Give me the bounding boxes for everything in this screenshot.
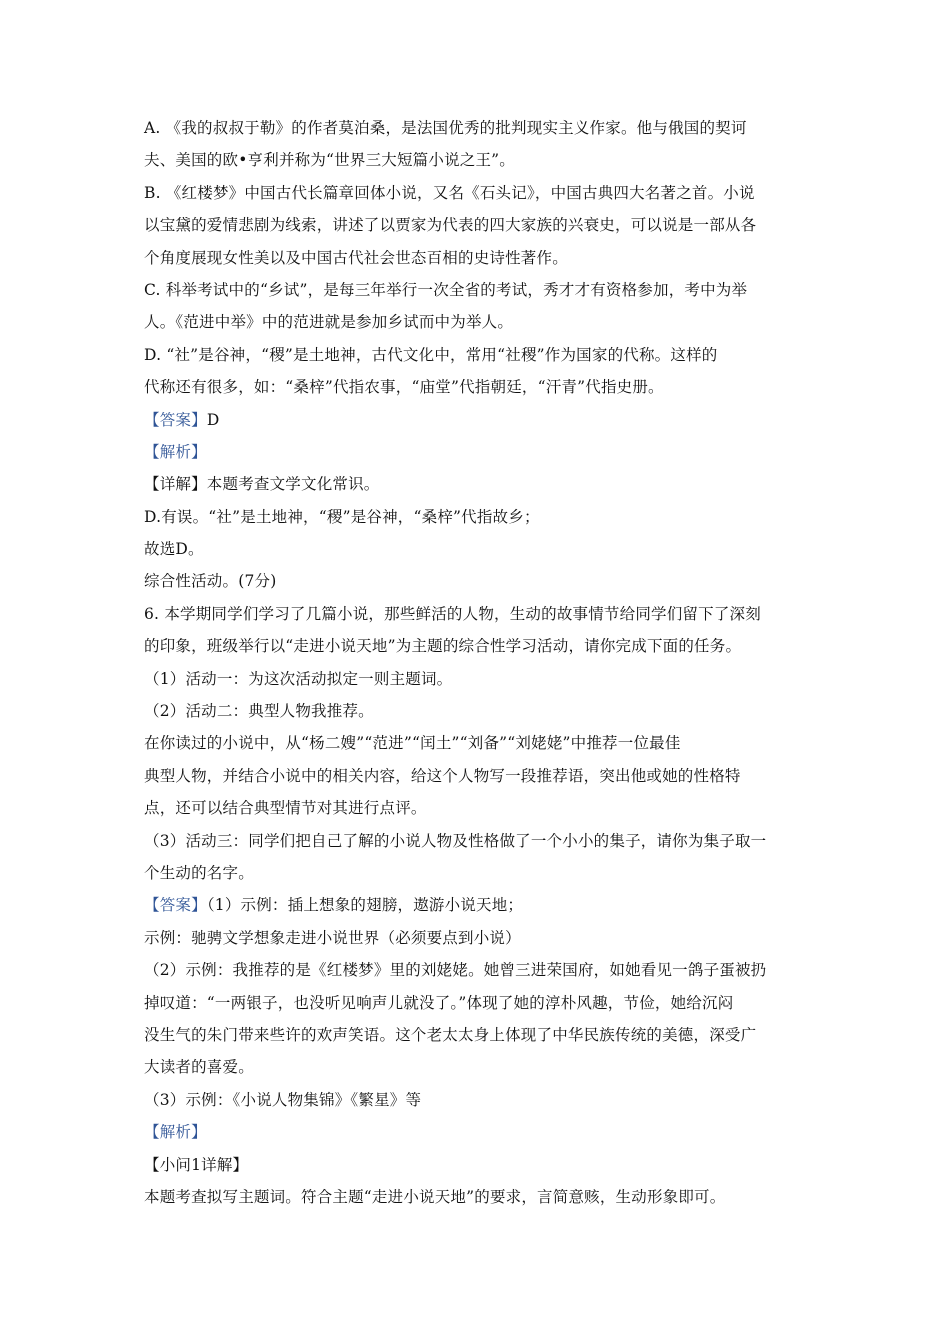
activity-2-line: （2）活动二：典型人物我推荐。 — [144, 702, 374, 721]
choice-line: 故选D。 — [144, 540, 204, 559]
answer-value: D — [206, 410, 220, 429]
option-a-line-2: 夫、美国的欧•亨利并称为“世界三大短篇小说之王”。 — [144, 151, 515, 170]
document-body — [144, 112, 808, 1213]
option-c-line-2: 人。《范进中举》中的范进就是参加乡试而中为举人。 — [144, 313, 514, 332]
activity-3-line-2: 个生动的名字。 — [144, 863, 254, 882]
option-c-line-1: C. 科举考试中的“乡试”，是每三年举行一次全省的考试，秀才才有资格参加，考中为举 — [144, 280, 748, 299]
analysis-6-label: 【解析】 — [144, 1123, 207, 1142]
analysis-6-line — [144, 1116, 808, 1148]
answer-line — [144, 404, 808, 436]
answer-6-line-5: 没生气的朱门带来些许的欢声笑语。这个老太太身上体现了中华民族传统的美德，深受广 — [144, 1025, 757, 1044]
subquestion-1-detail-title: 【小问1详解】 — [144, 1155, 249, 1174]
option-b-line-2: 以宝黛的爱情悲剧为线索，讲述了以贾家为代表的四大家族的兴衰史，可以说是一部从各 — [144, 216, 757, 235]
answer-6-line-7: （3）示例：《小说人物集锦》《繁星》等 — [144, 1090, 422, 1109]
activity-2-desc-line-3: 点，还可以结合典型情节对其进行点评。 — [144, 799, 427, 818]
answer-6-label: 【答案】 — [144, 896, 207, 915]
activity-1-line: （1）活动一：为这次活动拟定一则主题词。 — [144, 669, 453, 688]
section-title: 综合性活动。(7分) — [144, 572, 277, 591]
answer-6-line-3: （2）示例：我推荐的是《红楼梦》里的刘姥姥。她曾三进荣国府，如她看见一鸽子蛋被扔 — [144, 961, 767, 980]
analysis-label: 【解析】 — [144, 442, 207, 461]
analysis-line — [144, 436, 808, 468]
question-6-line-1: 6. 本学期同学们学习了几篇小说，那些鲜活的人物，生动的故事情节给同学们留下了深刻 — [144, 604, 761, 623]
detail-line-2: D.有误。“社”是土地神，“稷”是谷神，“桑梓”代指故乡； — [144, 507, 540, 526]
answer-6-line-2: 示例：驰骋文学想象走进小说世界（必须要点到小说） — [144, 928, 521, 947]
subquestion-1-detail-body: 本题考查拟写主题词。符合主题“走进小说天地”的要求，言简意赅，生动形象即可。 — [144, 1187, 726, 1206]
option-d-line-2: 代称还有很多，如：“桑梓”代指农事，“庙堂”代指朝廷，“汗青”代指史册。 — [144, 378, 664, 397]
option-d-line-1: D. “社”是谷神，“稷”是土地神，古代文化中，常用“社稷”作为国家的代称。这样的 — [144, 345, 718, 364]
detail-line-1: 【详解】本题考查文学文化常识。 — [144, 475, 380, 494]
activity-2-desc-line-1: 在你读过的小说中，从“杨二嫂”“范进”“闰土”“刘备”“刘姥姥”中推荐一位最佳 — [144, 734, 681, 753]
option-b-line-1: B. 《红楼梦》中国古代长篇章回体小说，又名《石头记》，中国古典四大名著之首。小说 — [144, 183, 755, 202]
question-6-line-2: 的印象，班级举行以“走进小说天地”为主题的综合性学习活动，请你完成下面的任务。 — [144, 637, 742, 656]
option-a-line-1: A. 《我的叔叔于勒》的作者莫泊桑，是法国优秀的批判现实主义作家。他与俄国的契诃 — [144, 119, 747, 137]
answer-6-line-1 — [144, 889, 808, 921]
activity-3-line-1: （3）活动三：同学们把自己了解的小说人物及性格做了一个小小的集子，请你为集子取一 — [144, 831, 767, 850]
answer-6-text: （1）示例：插上想象的翅膀，遨游小说天地； — [206, 896, 524, 915]
activity-2-desc-line-2: 典型人物，并结合小说中的相关内容，给这个人物写一段推荐语，突出他或她的性格特 — [144, 766, 741, 785]
answer-label: 【答案】 — [144, 410, 207, 429]
answer-6-line-4: 掉叹道：“一两银子，也没听见响声儿就没了。”体现了她的淳朴风趣，节俭，她给沉闷 — [144, 993, 734, 1012]
option-b-line-3: 个角度展现女性美以及中国古代社会世态百相的史诗性著作。 — [144, 248, 568, 267]
answer-6-line-6: 大读者的喜爱。 — [144, 1058, 254, 1077]
